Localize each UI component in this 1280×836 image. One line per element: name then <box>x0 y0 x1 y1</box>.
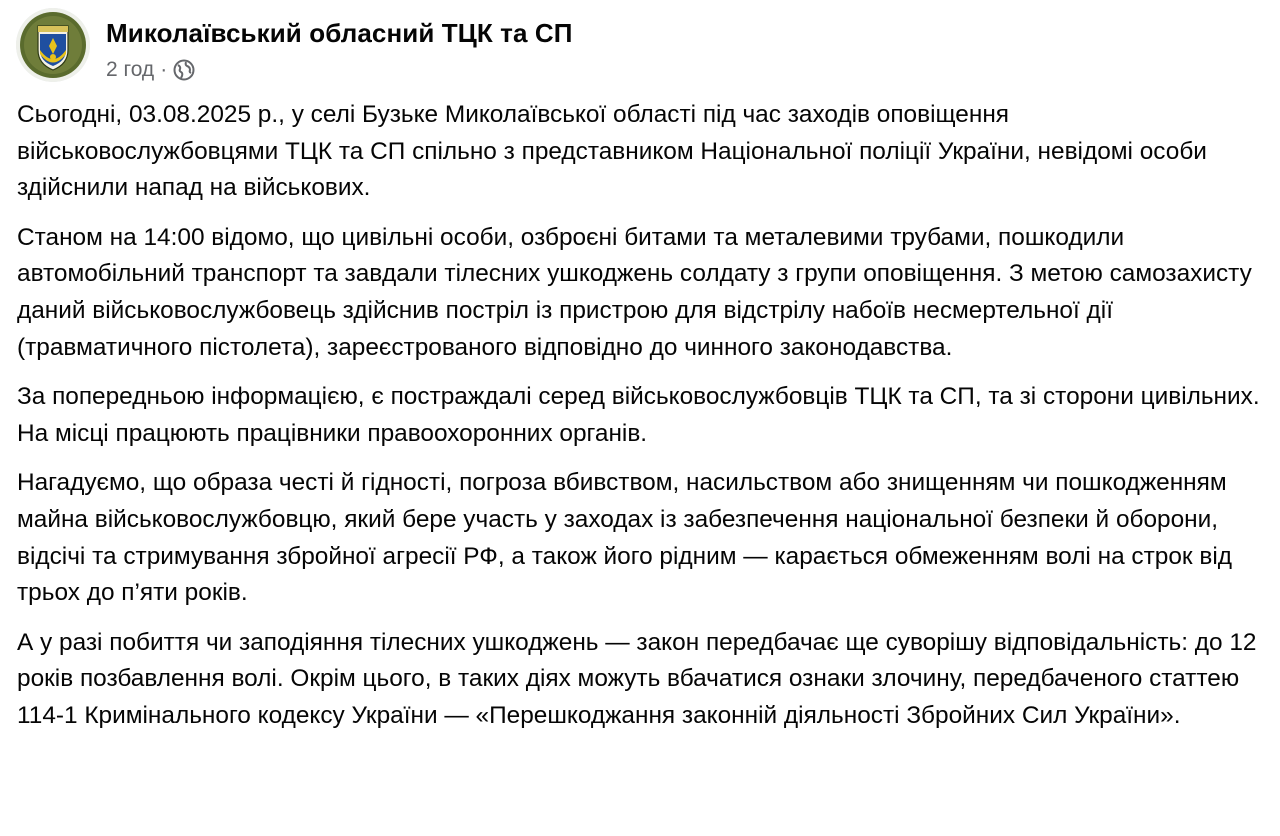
post-paragraph: За попередньою інформацією, є постраждалі серед військовослужбовців ТЦК та СП, та зі сторони цивільних. На місці працюють працівники правоохоронних органів. <box>17 383 1260 447</box>
post-paragraph: Станом на 14:00 відомо, що цивільні особи, озброєні битами та металевими трубами, пошкодили автомобільний транспорт та завдали тілесних ушкоджень солдату з групи оповіщення. З метою самозахисту даний військовослужбовець здійснив постріл із пристрою для відстрілу набоїв несмертельної дії (травматичного пістолета), зареєстрованого відповідно до чинного законодавства. <box>17 223 1252 361</box>
post-subline <box>106 58 573 82</box>
post-meta <box>106 8 573 82</box>
page-name[interactable]: Миколаївський обласний ТЦК та СП <box>106 18 573 48</box>
post-header <box>16 8 573 88</box>
post-body <box>17 97 1267 748</box>
post-time[interactable]: 2 год <box>106 58 155 81</box>
post-paragraph: Нагадуємо, що образа честі й гідності, погроза вбивством, насильством або знищенням чи пошкодженням майна військовослужбовцю, який бере участь у заходах із забезпечення національної безпеки й оборони, відсічі та стримування збройної агресії РФ, а також його рідним — карається обмеженням волі на строк від трьох до п’яти років. <box>17 469 1232 607</box>
post-paragraph: Сьогодні, 03.08.2025 р., у селі Бузьке Миколаївської області під час заходів оповіщення військовослужбовцями ТЦК та СП спільно з представником Національної поліції України, невідомі особи здійснили напад на військових. <box>17 101 1207 202</box>
avatar[interactable] <box>16 8 90 82</box>
emblem-shield-icon <box>16 8 90 82</box>
globe-icon[interactable] <box>173 59 195 81</box>
separator-dot: · <box>160 58 168 81</box>
post-paragraph: А у разі побиття чи заподіяння тілесних ушкоджень — закон передбачає ще суворішу відповідальність: до 12 років позбавлення волі. Окрім цього, в таких діях можуть вбачатися ознаки злочину, передбаченого статтею 114-1 Кримінального кодексу України — «Перешкоджання законній діяльності Збройних Сил України». <box>17 628 1257 729</box>
